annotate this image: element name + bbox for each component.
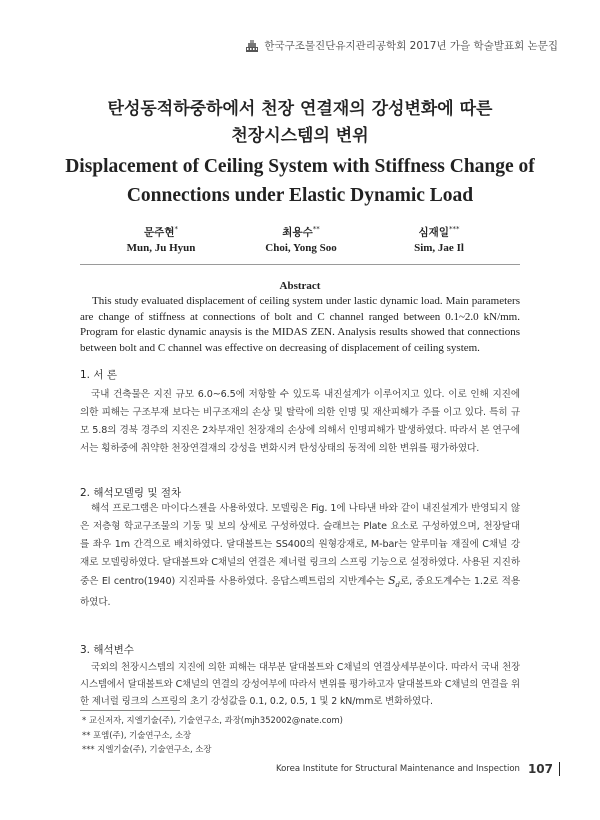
- author-1: [86, 222, 236, 256]
- author-2: [226, 222, 376, 256]
- journal-header: [245, 38, 558, 53]
- journal-name: 한국구조물진단유지관리공학회 2017년 가을 학술발표회 논문집: [264, 40, 558, 52]
- footnotes: [82, 713, 343, 757]
- page-footer: [0, 762, 560, 776]
- section-3-text: 국외의 천장시스템의 지진에 의한 피해는 대부분 달대볼트와 C채널의 연결상세부분이다. 따라서 국내 천장시스템에서 달대볼트와 C채널의 연결의 강성여부에 따라서 변위를 평가하고자 달대볼트와 C채널의 연결을 위한 제너럴 링크의 스프링의 초기 강성값을 0.1, 0.2, 0.5, 1 및 2 kN/mm로 변화하였다.: [80, 662, 520, 707]
- building-logo-icon: [245, 39, 259, 53]
- english-title-line-1: Displacement of Ceiling System with Stiffness Change of: [65, 156, 535, 177]
- footer-organization: Korea Institute for Structural Maintenance and Inspection: [275, 764, 520, 774]
- section-1-text: 국내 건축물은 지진 규모 6.0~6.5에 저항할 수 있도록 내진설계가 이루어지고 있다. 이로 인해 지진에 의한 피해는 구조부재 보다는 비구조재의 손상 및 탈락에 의한 인명 및 재산피해가 주를 이고 있다. 특히 규모 5.8의 경북 경주의 지진은 2차부재인 천장재의 손상에 의해서 인명피해가 발생하였다. 따라서 본 연구에서는 횡하중에 취약한 천장연결재의 강성을 변화시켜 탄성상태의 동적에 의한 변위를 평가하였다.: [80, 389, 520, 454]
- footnote-1: * 교신저자, 지엘기술(주), 기술연구소, 과장(mjh352002@nate.com): [82, 715, 343, 725]
- korean-title-line-2: 천장시스템의 변위: [231, 126, 369, 146]
- author-1-mark: *: [174, 225, 178, 233]
- author-3-korean-name: 심재일: [418, 226, 449, 239]
- abstract-text: This study evaluated displacement of ceiling system under lastic dynamic load. Main parameters are change of stiffness at connections of bolt and C channel ranged between 0.1~2.0 kN/mm. Program for elastic dynamic anaysis is the MIDAS ZEN. Analysis results showed that connections between bolt and C channel was effective on decreasing of displacement of ceiling system.: [80, 295, 520, 354]
- english-title-line-2: Connections under Elastic Dynamic Load: [126, 185, 474, 206]
- footnote-divider: [80, 710, 180, 711]
- section-1-heading: 1. 서 론: [80, 369, 117, 381]
- author-3-mark: ***: [448, 225, 460, 233]
- author-2-mark: **: [312, 225, 320, 233]
- section-2-text: [80, 500, 520, 612]
- section-2-text-end: 로, 중요도계수는 1.2로 적용하였다.: [80, 576, 520, 609]
- page-number: 107: [527, 762, 553, 776]
- title-divider: [80, 264, 520, 265]
- author-1-korean-name: 문주현: [144, 226, 175, 239]
- footnote-2: ** 포엠(주), 기술연구소, 소장: [82, 729, 192, 740]
- korean-title-line-1: 탄성동적하중하에서 천장 연결재의 강성변화에 따른: [107, 99, 493, 119]
- section-3-heading: 3. 해석변수: [80, 644, 134, 656]
- korean-title: [0, 96, 600, 150]
- footnote-3: *** 지엘기술(주), 기술연구소, 소장: [82, 744, 212, 754]
- author-3-english-name: Sim, Jae Il: [414, 241, 464, 254]
- author-3: [364, 222, 514, 256]
- section-2-text-main: 해석 프로그램은 마이다스젠을 사용하였다. 모델링은 Fig. 1에 나타낸 바와 같이 내진설계가 반영되지 않은 저층형 학교구조물의 기둥 및 보의 상세로 구성하였다. 슬래브는 Plate 요소로 구성하였으며, 천장달대를 좌우 1m 간격으로 배치하였다. 달대볼트는 SS400의 원형강재로, M-bar는 알루미늄 재질에 C채널 강재로 모델링하였다. 달대볼트와 C채널의 연결은 제너럴 링크의 스프링 기능으로 설정하였다. 사용된 지진하중은 El centro(1940) 지진파를 사용하였다. 응답스펙트럼의 지반계수는: [80, 503, 520, 587]
- author-2-korean-name: 최용수: [282, 226, 313, 239]
- section-2-heading: 2. 해석모델링 및 절차: [80, 487, 182, 499]
- footer-divider: [559, 762, 560, 776]
- abstract-heading: Abstract: [279, 280, 321, 292]
- english-title: [0, 152, 600, 210]
- author-1-english-name: Mun, Ju Hyun: [126, 241, 196, 254]
- site-coefficient-symbol: $S_d$: [388, 574, 400, 590]
- author-2-english-name: Choi, Yong Soo: [265, 241, 337, 254]
